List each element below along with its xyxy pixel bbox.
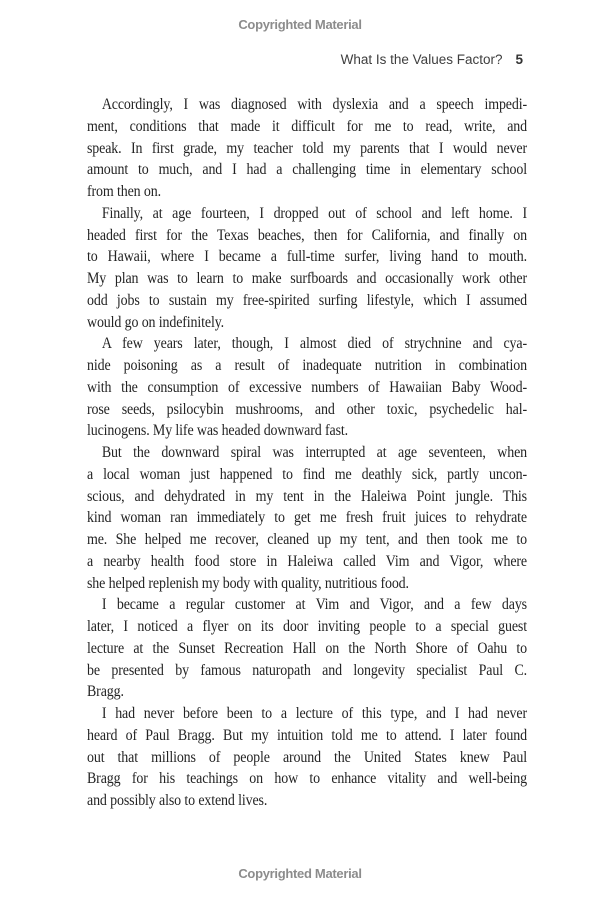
body-line: I became a regular customer at Vim and Vigor, and a few days xyxy=(101,596,527,614)
body-line: kind woman ran immediately to get me fresh fruit juices to rehydrate xyxy=(87,509,527,527)
body-line: A few years later, though, I almost died of strychnine and cya- xyxy=(101,335,527,353)
body-line: lucinogens. My life was headed downward fast. xyxy=(87,422,348,440)
body-line: ment, conditions that made it difficult for me to read, write, and xyxy=(87,117,527,135)
body-line: later, I noticed a flyer on its door inviting people to a special guest xyxy=(87,618,527,635)
body-line: odd jobs to sustain my free-spirited surfing lifestyle, which I assumed xyxy=(87,291,527,309)
body-line: out that millions of people around the United States knew Paul xyxy=(87,748,527,766)
body-line: she helped replenish my body with quality, nutritious food. xyxy=(87,574,409,592)
body-line: me. She helped me recover, cleaned up my tent, and then took me to xyxy=(87,531,527,548)
body-line: rose seeds, psilocybin mushrooms, and other toxic, psychedelic hal- xyxy=(87,400,527,418)
body-line: headed first for the Texas beaches, then for California, and finally on xyxy=(87,226,527,244)
paragraph xyxy=(87,703,527,812)
body-line: from then on. xyxy=(87,183,161,200)
body-line: be presented by famous naturopath and longevity specialist Paul C. xyxy=(87,661,527,679)
body-line: Bragg. xyxy=(87,683,124,701)
body-line: But the downward spiral was interrupted at age seventeen, when xyxy=(101,444,527,461)
body-line: heard of Paul Bragg. But my intuition told me to attend. I later found xyxy=(87,726,527,744)
body-text xyxy=(87,94,527,812)
body-line: a local woman just happened to find me deathly sick, partly uncon- xyxy=(87,465,527,483)
body-line: lecture at the Sunset Recreation Hall on the North Shore of Oahu to xyxy=(87,639,527,657)
paragraph xyxy=(87,594,527,703)
copyright-notice-bottom: Copyrighted Material xyxy=(238,866,362,881)
body-line: scious, and dehydrated in my tent in the Haleiwa Point jungle. This xyxy=(87,487,527,505)
paragraph xyxy=(87,333,527,442)
body-line: would go on indefinitely. xyxy=(87,313,225,331)
body-line: Accordingly, I was diagnosed with dyslexia and a speech impedi- xyxy=(101,96,527,113)
body-line: Bragg for his teachings on how to enhance vitality and well-being xyxy=(87,770,527,788)
paragraph xyxy=(87,442,527,594)
body-line: Finally, at age fourteen, I dropped out of school and left home. I xyxy=(101,204,527,222)
body-line: nide poisoning as a result of inadequate nutrition in combination xyxy=(87,357,527,374)
body-line: and possibly also to extend lives. xyxy=(87,792,268,809)
body-line: amount to much, and I had a challenging time in elementary school xyxy=(87,161,527,179)
body-line: I had never before been to a lecture of this type, and I had never xyxy=(101,705,527,722)
body-line: a nearby health food store in Haleiwa called Vim and Vigor, where xyxy=(87,552,527,570)
paragraph xyxy=(87,203,527,334)
chapter-title: What Is the Values Factor? xyxy=(340,52,503,67)
body-line: My plan was to learn to make surfboards and occasionally work other xyxy=(87,270,527,287)
body-line: to Hawaii, where I became a full-time surfer, living hand to mouth. xyxy=(87,248,527,266)
paragraph xyxy=(87,94,527,203)
running-header xyxy=(341,52,523,67)
body-line: with the consumption of excessive numbers of Hawaiian Baby Wood- xyxy=(87,378,527,396)
body-line: speak. In first grade, my teacher told my parents that I would never xyxy=(87,139,527,157)
copyright-notice-top: Copyrighted Material xyxy=(238,17,362,32)
page-number: 5 xyxy=(515,52,523,67)
